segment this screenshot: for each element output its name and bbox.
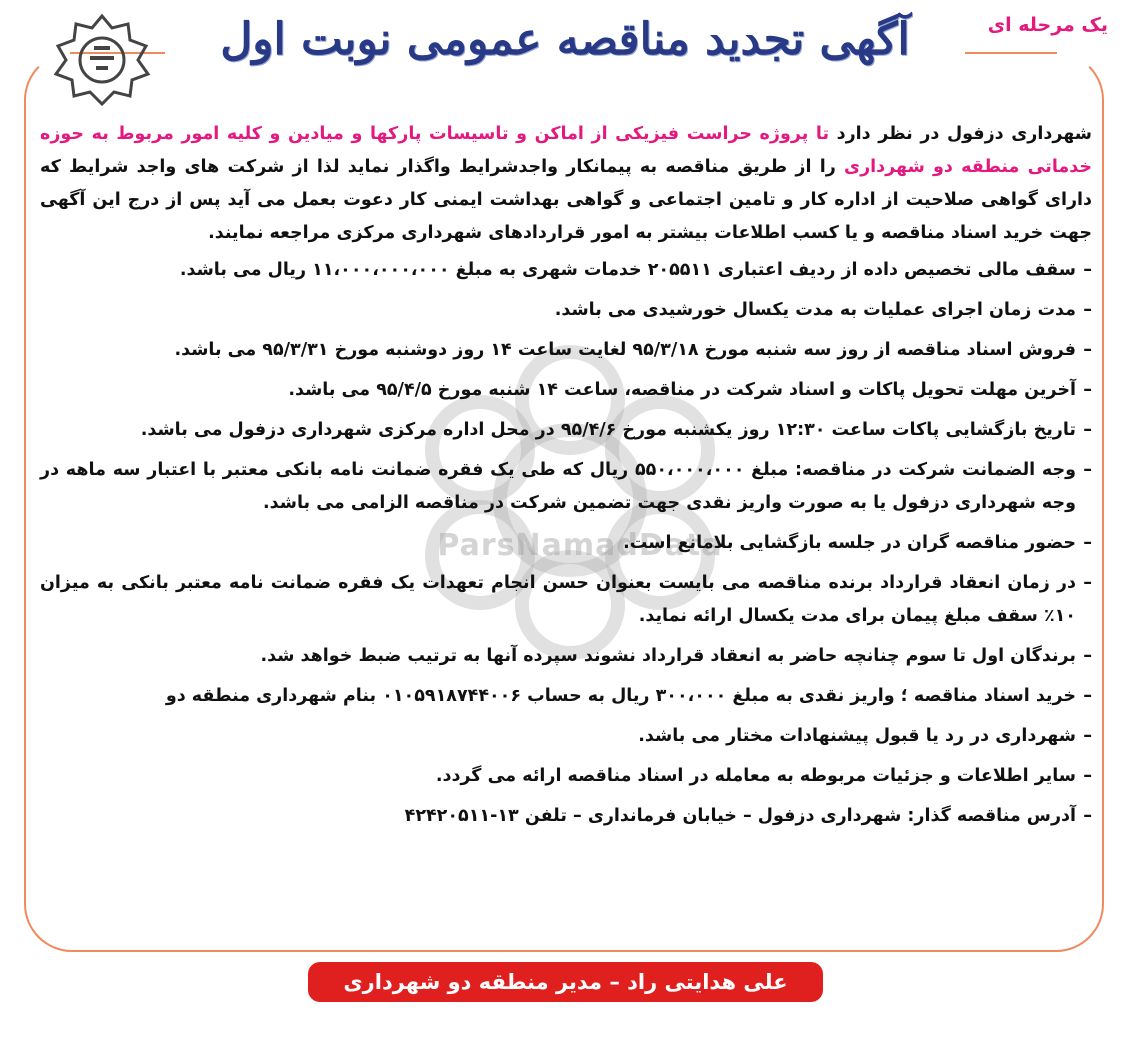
conditions-list [40,254,1092,833]
condition-item: – خرید اسناد مناقصه ؛ واریز نقدی به مبلغ ۳۰۰،۰۰۰ ریال به حساب ۰۱۰۵۹۱۸۷۴۴۰۰۶ بنام شهرداری منطقه دو [40,680,1092,713]
condition-item: – وجه الضمانت شرکت در مناقصه: مبلغ ۵۵۰،۰۰۰،۰۰۰ ریال که طی یک فقره ضمانت نامه بانکی معتبر با اعتبار سه ماهه در وجه شهرداری دزفول یا به صورت واریز نقدی جهت تضمین شرکت در مناقصه الزامی می باشد. [40,454,1092,520]
condition-item: – سایر اطلاعات و جزئیات مربوطه به معامله در اسناد مناقصه ارائه می گردد. [40,760,1092,793]
condition-item: – حضور مناقصه گران در جلسه بازگشایی بلامانع است. [40,527,1092,560]
condition-item: – فروش اسناد مناقصه از روز سه شنبه مورخ ۹۵/۳/۱۸ لغایت ساعت ۱۴ روز دوشنبه مورخ ۹۵/۳/۳۱ می باشد. [40,334,1092,367]
condition-item: – آخرین مهلت تحویل پاکات و اسناد شرکت در مناقصه، ساعت ۱۴ شنبه مورخ ۹۵/۴/۵ می باشد. [40,374,1092,407]
watermark-brand: ParsNamadData [437,528,723,563]
condition-item: – شهرداری در رد یا قبول پیشنهادات مختار می باشد. [40,720,1092,753]
condition-item: – آدرس مناقصه گذار: شهرداری دزفول – خیابان فرمانداری – تلفن ۱۳-۴۲۴۲۰۵۱۱ [40,800,1092,833]
intro-paragraph [40,118,1092,250]
condition-item: – مدت زمان اجرای عملیات به مدت یکسال خورشیدی می باشد. [40,294,1092,327]
municipality-logo-icon [44,10,160,106]
intro-text-start: شهرداری دزفول در نظر دارد [829,124,1092,144]
condition-item: – در زمان انعقاد قرارداد برنده مناقصه می بایست بعنوان حسن انجام تعهدات یک فقره ضمانت نامه معتبر بانکی به میزان ۱۰٪ سقف مبلغ پیمان برای مدت یکسال ارائه نماید. [40,567,1092,633]
notice-body [40,118,1092,840]
signature-banner: علی هدایتی راد – مدیر منطقه دو شهرداری دزفول [308,962,823,1002]
intro-highlight-project: تا پروژه حراست فیزیکی از اماکن و تاسیسات پارکها و میادین و کلیه امور مربوط به حوزه خدماتی منطقه دو شهرداری [40,124,1092,177]
intro-text-rest: را از طریق مناقصه به پیمانکار واجدشرایط واگذار نماید لذا از شرکت های واجد شرایط که دارای گواهی صلاحیت از اداره کار و تامین اجتماعی و گواهی بهداشت ایمنی کار دعوت بعمل می آید پس از درج این آگهی جهت خرید اسناد مناقصه و یا کسب اطلاعات بیشتر به امور قراردادهای شهرداری مرکزی مراجعه نمایند. [40,157,1092,243]
frame-top-right-line [965,52,1057,54]
condition-item: – سقف مالی تخصیص داده از ردیف اعتباری ۲۰۵۵۱۱ خدمات شهری به مبلغ ۱۱،۰۰۰،۰۰۰،۰۰۰ ریال می باشد. [40,254,1092,287]
notice-title: آگهی تجدید مناقصه عمومی نوبت اول [220,14,910,65]
condition-item: – تاریخ بازگشایی پاکات ساعت ۱۲:۳۰ روز یکشنبه مورخ ۹۵/۴/۶ در محل اداره مرکزی شهرداری دزفول می باشد. [40,414,1092,447]
stage-label: یک مرحله ای [987,14,1108,36]
condition-item: – برندگان اول تا سوم چنانچه حاضر به انعقاد قرارداد نشوند سپرده آنها به ترتیب ضبط خواهد شد. [40,640,1092,673]
